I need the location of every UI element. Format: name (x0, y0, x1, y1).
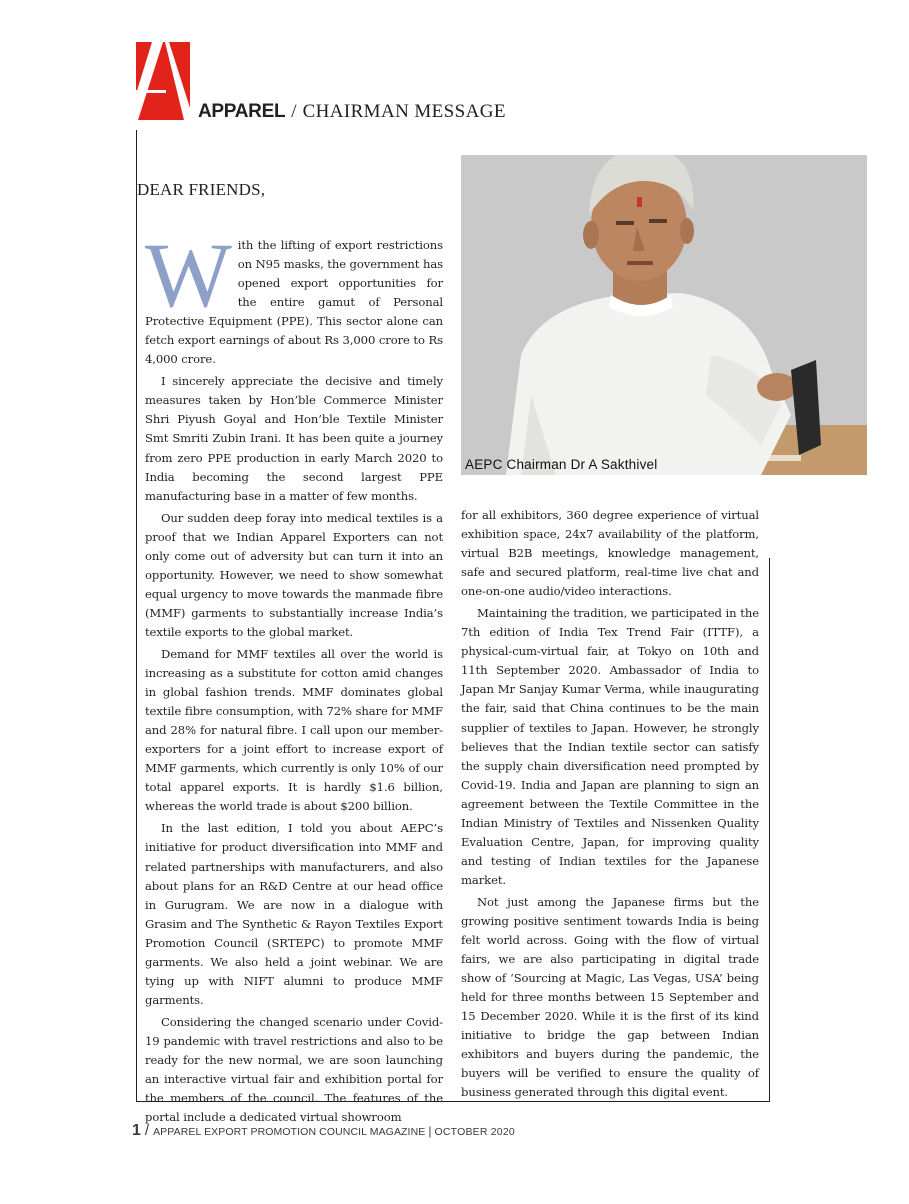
article-paragraph: I sincerely appreciate the decisive and timely measures taken by Hon’ble Commerce Minister Shri Piyush Goyal and Hon’ble Textile Minister Smt Smriti Zubin Irani. It has been quite a journey from zero PPE production in early March 2020 to India becoming the second largest PPE manufacturing base in a matter of few months. (145, 374, 443, 503)
footer-separator: / (144, 1122, 150, 1139)
chairman-photo (461, 155, 867, 475)
section-header (198, 100, 506, 123)
article-column-right (461, 506, 759, 1105)
header-section: CHAIRMAN MESSAGE (302, 101, 506, 122)
article-paragraph: Demand for MMF textiles all over the world is increasing as a substitute for cotton amid changes in global fashion trends. MMF dominates global textile fibre consumption, with 72% share for MMF and 28% for natural fibre. I call upon our member-exporters for a joint effort to increase export of MMF garments, which currently is only 10% of our total apparel exports. It is hardly $1.6 billion, whereas the world trade is about $200 billion. (145, 646, 443, 814)
article-paragraph: Considering the changed scenario under Covid-19 pandemic with travel restrictions and also to be ready for the new normal, we are soon launching an interactive virtual fair and exhibition portal for the members of the council. The features of the portal include a dedicated virtual showroom (145, 1014, 443, 1125)
page-number: 1 (132, 1122, 141, 1139)
article-column-left (145, 224, 443, 1130)
page-footer (132, 1122, 515, 1140)
header-separator: / (291, 101, 297, 122)
photo-caption: AEPC Chairman Dr A Sakthivel (465, 457, 658, 472)
frame-left-rule (136, 130, 137, 1102)
chairman-portrait-illustration (461, 155, 867, 475)
frame-right-rule (769, 558, 770, 1102)
article-paragraph: Maintaining the tradition, we participated in the 7th edition of India Tex Trend Fair (ITTF), a physical-cum-virtual fair, at Tokyo on 10th and 11th September 2020. Ambassador of India to Japan Mr Sanjay Kumar Verma, while inaugurating the fair, said that China continues to be the main supplier of textiles to Japan. However, he strongly believes that the Indian textile sector can satisfy the supply chain diversification need prompted by Covid-19. India and Japan are planning to sign an agreement between the Textile Committee in the Indian Ministry of Textiles and Nissenken Quality Evaluation Centre, Japan, for improving quality and testing of Indian textiles for the Japanese market. (461, 606, 759, 887)
footer-divider: | (428, 1124, 432, 1138)
article-paragraph: for all exhibitors, 360 degree experience of virtual exhibition space, 24x7 availability of the platform, virtual B2B meetings, knowledge management, safe and secured platform, real-time live chat and one-on-one audio/video interactions. (461, 508, 759, 599)
greeting-heading: DEAR FRIENDS, (137, 180, 266, 199)
header-brand: APPAREL (198, 101, 286, 122)
drop-cap: W (145, 224, 232, 326)
paragraph-text: ith the lifting of export restrictions on N95 masks, the government has opened export opportunities for the entire gamut of Personal Protective Equipment (PPE). This sector alone can fetch export earnings of about Rs 3,000 crore to Rs 4,000 crore. (145, 238, 443, 367)
magazine-name: APPAREL EXPORT PROMOTION COUNCIL MAGAZINE (153, 1126, 426, 1138)
article-paragraph: Our sudden deep foray into medical textiles is a proof that we Indian Apparel Exporters can not only come out of adversity but can turn it into an opportunity. However, we need to show somewhat equal urgency to move towards the manmade fibre (MMF) garments to substantially increase India’s textile exports to the global market. (145, 510, 443, 639)
apparel-logo (136, 42, 190, 120)
article-paragraph: Not just among the Japanese firms but the growing positive sentiment towards India is being felt world across. Going with the flow of virtual fairs, we are also participating in digital trade show of ‘Sourcing at Magic, Las Vegas, USA’ being held for three months between 15 September and 15 December 2020. While it is the first of its kind initiative to bridge the gap between Indian exhibitors and buyers during the pandemic, the buyers will be verified to ensure the quality of business generated through this digital event. (461, 894, 759, 1100)
article-paragraph (145, 224, 443, 369)
issue-date: OCTOBER 2020 (434, 1126, 515, 1138)
article-paragraph: In the last edition, I told you about AEPC’s initiative for product diversification into MMF and related partnerships with manufacturers, and also about plans for an R&D Centre at our head office in Gurugram. We are now in a dialogue with Grasim and The Synthetic & Rayon Textiles Export Promotion Council (SRTEPC) to promote MMF garments. We also held a joint webinar. We are tying up with NIFT alumni to produce MMF garments. (145, 821, 443, 1007)
